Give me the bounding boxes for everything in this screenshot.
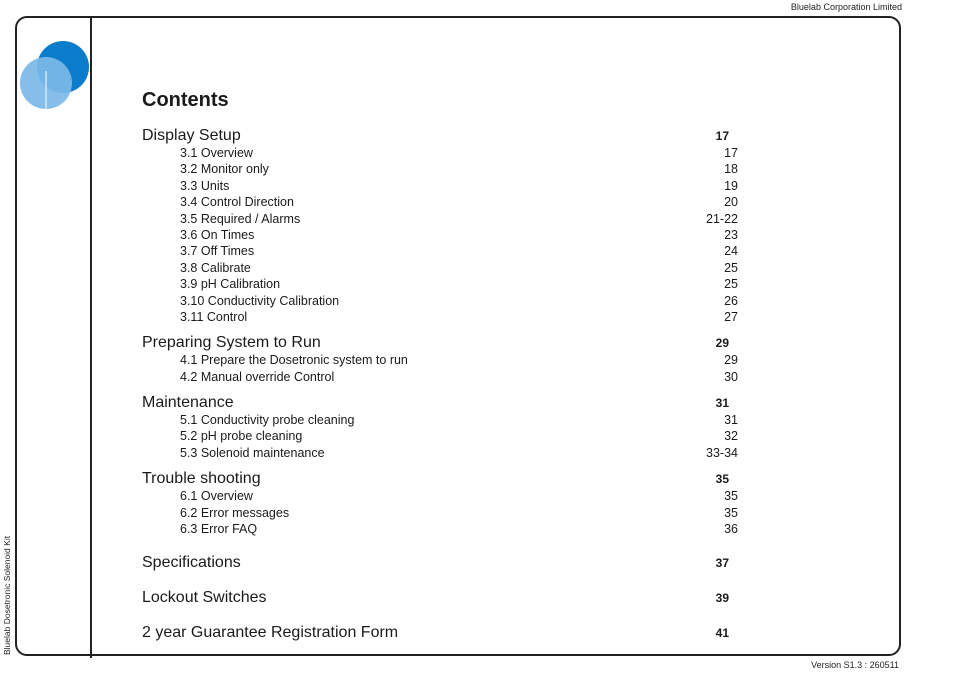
bluelab-circles-logo-icon	[18, 38, 94, 114]
item-label: 3.2 Monitor only	[180, 162, 269, 177]
toc-item	[180, 294, 738, 310]
toc-item	[180, 162, 738, 178]
toc-item	[180, 195, 738, 211]
section-title: Maintenance	[142, 394, 234, 412]
item-page: 17	[724, 146, 738, 160]
item-page: 35	[724, 505, 738, 520]
company-name: Bluelab Corporation Limited	[790, 2, 902, 12]
item-label: 6.3 Error FAQ	[180, 522, 258, 537]
item-page: 25	[724, 260, 738, 275]
toc-section-maintenance	[142, 394, 729, 413]
item-label: 6.2 Error messages	[180, 505, 290, 520]
section-title: Display Setup	[142, 127, 241, 144]
item-page: 27	[724, 309, 738, 324]
section-page: 17	[715, 129, 729, 143]
item-label: 3.7 Off Times	[180, 244, 255, 259]
item-page: 26	[724, 293, 738, 308]
toc-item	[180, 212, 738, 228]
section-title: Lockout Switches	[142, 589, 267, 607]
toc-item	[180, 244, 738, 260]
item-label: 6.1 Overview	[180, 489, 253, 504]
toc-item	[180, 261, 738, 277]
toc-item	[180, 310, 738, 326]
item-page: 18	[724, 162, 738, 177]
item-page: 32	[724, 429, 738, 444]
toc-section-lockout-switches	[142, 589, 729, 608]
toc-item	[180, 228, 738, 244]
item-label: 3.5 Required / Alarms	[180, 211, 301, 226]
sidebar-vertical-text: Bluelab Dosetronic Solenoid Kit	[2, 535, 12, 655]
toc-item	[180, 353, 738, 369]
toc-section-display-setup	[142, 127, 729, 146]
item-label: 3.6 On Times	[180, 227, 255, 242]
toc-item	[180, 522, 738, 538]
item-label: 3.8 Calibrate	[180, 260, 251, 275]
toc-item	[180, 429, 738, 445]
section-title: 2 year Guarantee Registration Form	[142, 624, 399, 642]
section-page: 41	[715, 626, 729, 641]
item-label: 4.1 Prepare the Dosetronic system to run	[180, 353, 408, 368]
item-page: 31	[724, 413, 738, 428]
item-page: 23	[724, 227, 738, 242]
item-label: 5.2 pH probe cleaning	[180, 429, 303, 444]
page-title: Contents	[142, 89, 229, 111]
section-page: 31	[715, 396, 729, 411]
table-of-contents	[142, 127, 742, 643]
toc-item	[180, 277, 738, 293]
toc-item	[180, 370, 738, 386]
item-page: 19	[724, 178, 738, 193]
item-page: 36	[724, 522, 738, 537]
section-title: Specifications	[142, 554, 241, 572]
item-page: 25	[724, 277, 738, 292]
item-page: 30	[724, 369, 738, 384]
section-page: 35	[715, 472, 729, 487]
item-label: 3.4 Control Direction	[180, 195, 294, 210]
item-page: 33-34	[706, 445, 738, 460]
toc-item	[180, 506, 738, 522]
item-page: 21-22	[706, 211, 738, 226]
item-label: 3.9 pH Calibration	[180, 277, 281, 292]
toc-item	[180, 446, 738, 462]
section-page: 29	[715, 336, 729, 351]
toc-item	[180, 179, 738, 195]
toc-section-guarantee-form	[142, 624, 729, 643]
section-page: 37	[715, 556, 729, 571]
toc-item	[180, 489, 738, 505]
section-title: Preparing System to Run	[142, 334, 321, 352]
item-page: 35	[724, 489, 738, 504]
section-title: Trouble shooting	[142, 470, 261, 488]
toc-section-preparing-system	[142, 334, 729, 353]
toc-item	[180, 146, 738, 162]
item-page: 29	[724, 353, 738, 368]
version-label: Version S1.3 : 260511	[811, 660, 899, 670]
toc-section-specifications	[142, 554, 729, 573]
item-label: 3.1 Overview	[180, 146, 253, 160]
toc-section-trouble-shooting	[142, 470, 729, 489]
item-page: 20	[724, 195, 738, 210]
toc-item	[180, 413, 738, 429]
item-label: 3.3 Units	[180, 178, 230, 193]
item-page: 24	[724, 244, 738, 259]
item-label: 3.10 Conductivity Calibration	[180, 293, 340, 308]
item-label: 3.11 Control	[180, 309, 248, 324]
item-label: 5.3 Solenoid maintenance	[180, 445, 325, 460]
item-label: 4.2 Manual override Control	[180, 369, 335, 384]
section-page: 39	[715, 591, 729, 606]
item-label: 5.1 Conductivity probe cleaning	[180, 413, 355, 428]
